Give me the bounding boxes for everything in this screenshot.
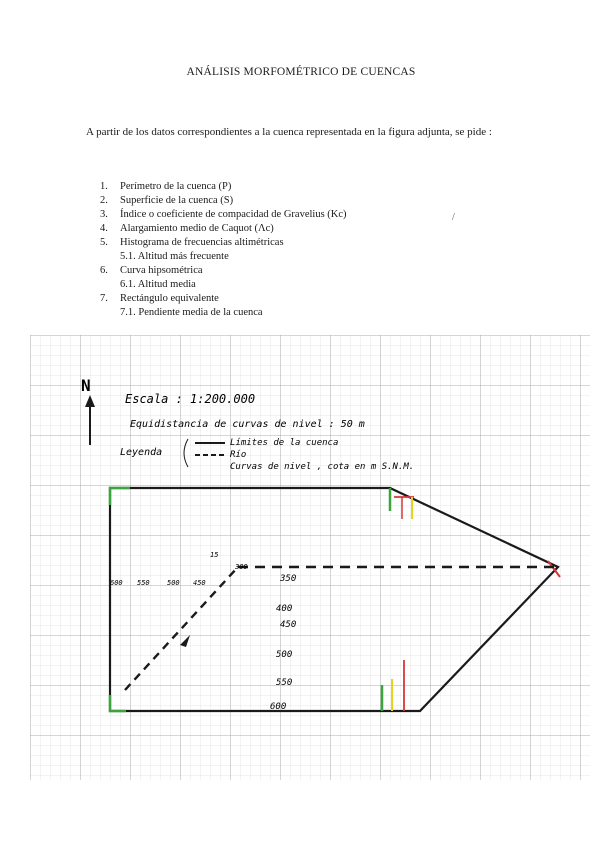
contour-label: 550	[137, 579, 150, 587]
contour-label: 600	[110, 579, 123, 587]
watershed-figure	[30, 335, 590, 780]
task-subitem	[100, 250, 520, 264]
task-item	[100, 194, 520, 208]
task-number: 6.	[100, 265, 108, 276]
task-item	[100, 222, 520, 236]
task-text: 5.1. Altitud más frecuente	[120, 251, 229, 262]
task-item	[100, 264, 520, 278]
stray-mark: /	[452, 212, 455, 223]
task-number: 3.	[100, 209, 108, 220]
scale-note: Escala : 1:200.000	[125, 392, 256, 406]
task-number: 1.	[100, 181, 108, 192]
task-text: Alargamiento medio de Caquot (Λc)	[120, 223, 274, 234]
task-number: 4.	[100, 223, 108, 234]
task-item	[100, 208, 520, 222]
legend-item: Curvas de nivel , cota en m S.N.M.	[230, 462, 415, 472]
task-number: 7.	[100, 293, 108, 304]
task-text: Superficie de la cuenca (S)	[120, 195, 234, 206]
equidistance-note: Equidistancia de curvas de nivel : 50 m	[130, 419, 365, 430]
task-text: Rectángulo equivalente	[120, 293, 219, 304]
task-subitem	[100, 278, 520, 292]
contour-label: 500	[167, 579, 180, 587]
task-item	[100, 180, 520, 194]
task-item	[100, 236, 520, 250]
contour-label: 350	[280, 574, 297, 584]
task-text: Índice o coeficiente de compacidad de Gravelius (Kc)	[120, 209, 347, 220]
contour-label: 550	[276, 678, 293, 688]
contour-label: 450	[193, 579, 206, 587]
task-number: 5.	[100, 237, 108, 248]
task-item	[100, 292, 520, 306]
task-number: 2.	[100, 195, 108, 206]
graph-paper-grid	[30, 335, 590, 780]
legend-item: Límites de la cuenca	[230, 438, 339, 448]
north-label: N	[81, 376, 91, 395]
legend-title: Leyenda	[120, 447, 163, 458]
intro-paragraph: A partir de los datos correspondientes a la cuenca representada en la figura adjunta, se pide :	[86, 126, 492, 138]
task-subitem	[100, 306, 520, 320]
contour-label: 600	[270, 702, 287, 712]
legend-item: Río	[230, 450, 247, 460]
contour-label: 400	[276, 604, 293, 614]
task-text: Perímetro de la cuenca (P)	[120, 181, 232, 192]
contour-label: 450	[280, 620, 297, 630]
small-mark: 15	[210, 551, 219, 559]
task-text: 6.1. Altitud media	[120, 279, 196, 290]
task-text: Curva hipsométrica	[120, 265, 203, 276]
contour-label: 500	[276, 650, 293, 660]
task-list	[100, 180, 520, 320]
river-label: 300	[235, 563, 248, 571]
task-text: 7.1. Pendiente media de la cuenca	[120, 307, 263, 318]
task-text: Histograma de frecuencias altimétricas	[120, 237, 284, 248]
page-title: ANÁLISIS MORFOMÉTRICO DE CUENCAS	[186, 66, 416, 78]
